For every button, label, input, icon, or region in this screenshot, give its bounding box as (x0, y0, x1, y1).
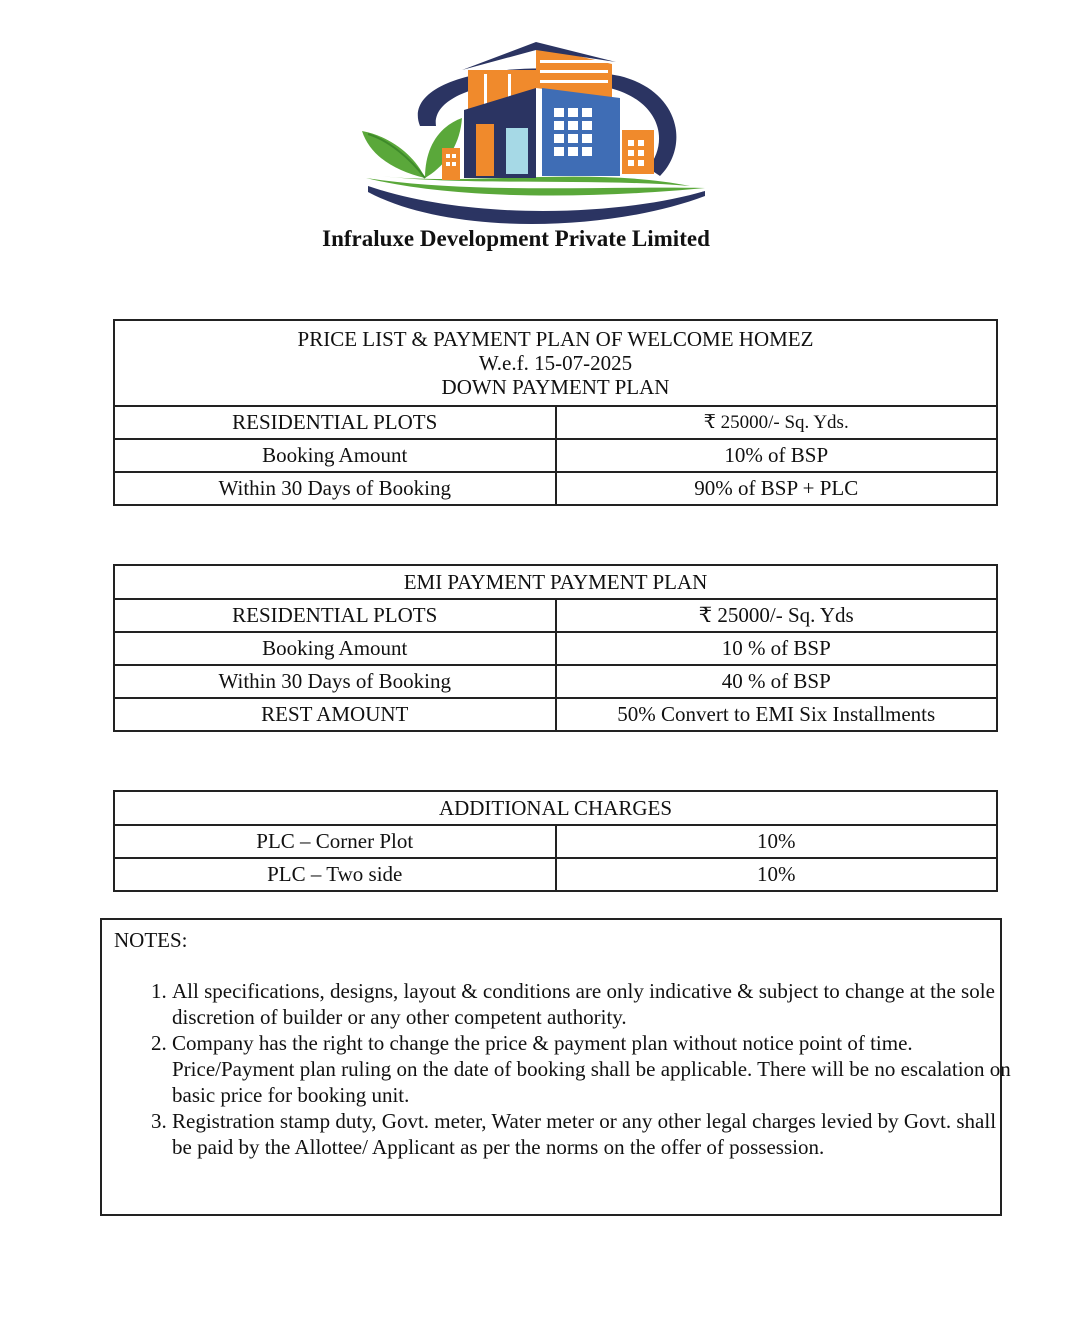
additional-charges-table (113, 790, 998, 892)
list-item: 1. All specifications, designs, layout & conditions are only indicative & subject to change at the sole discretion of builder or any other competent authority. (172, 978, 1014, 1030)
row-value: 90% of BSP + PLC (556, 472, 998, 505)
row-label: Booking Amount (114, 632, 556, 665)
row-label: RESIDENTIAL PLOTS (114, 406, 556, 439)
list-item: 3. Registration stamp duty, Govt. meter, Water meter or any other legal charges levied by Govt. shall be paid by the Allottee/ Applicant as per the norms on the offer of possession. (172, 1108, 1014, 1160)
additional-charges-title: ADDITIONAL CHARGES (114, 791, 997, 825)
down-payment-table (113, 319, 998, 506)
notes-title: NOTES: (114, 928, 188, 952)
table-row (114, 599, 997, 632)
down-payment-header (114, 320, 997, 406)
table-row (114, 825, 997, 858)
notes-list (150, 978, 1014, 1160)
list-item: 2. Company has the right to change the price & payment plan without notice point of time. Price/Payment plan ruling on the date of booking shall be applicable. There will be no escalation on basic price for booking unit. (172, 1030, 1014, 1108)
row-value: ₹ 25000/- Sq. Yds (556, 599, 998, 632)
row-value: 10 % of BSP (556, 632, 998, 665)
emi-plan-table (113, 564, 998, 732)
row-label: Booking Amount (114, 439, 556, 472)
company-name: Infraluxe Development Private Limited (322, 226, 710, 251)
row-value: 50% Convert to EMI Six Installments (556, 698, 998, 731)
row-label: Within 30 Days of Booking (114, 665, 556, 698)
building-house-logo (360, 36, 712, 228)
wef-date: W.e.f. 15-07-2025 (478, 351, 633, 375)
price-list-title: PRICE LIST & PAYMENT PLAN OF WELCOME HOMEZ (297, 327, 814, 351)
table-row (114, 858, 997, 891)
table-row (114, 472, 997, 505)
row-value: 10% (556, 825, 998, 858)
row-value: 40 % of BSP (556, 665, 998, 698)
table-row (114, 698, 997, 731)
row-value: ₹ 25000/- Sq. Yds. (556, 406, 998, 439)
row-label: PLC – Two side (114, 858, 556, 891)
table-row (114, 665, 997, 698)
row-value: 10% (556, 858, 998, 891)
notes-box (100, 918, 1011, 1216)
row-label: RESIDENTIAL PLOTS (114, 599, 556, 632)
down-payment-subtitle: DOWN PAYMENT PLAN (441, 375, 670, 399)
table-row (114, 439, 997, 472)
emi-plan-title: EMI PAYMENT PAYMENT PLAN (114, 565, 997, 599)
table-row (114, 632, 997, 665)
row-label: PLC – Corner Plot (114, 825, 556, 858)
row-label: REST AMOUNT (114, 698, 556, 731)
row-value: 10% of BSP (556, 439, 998, 472)
table-row (114, 406, 997, 439)
row-label: Within 30 Days of Booking (114, 472, 556, 505)
